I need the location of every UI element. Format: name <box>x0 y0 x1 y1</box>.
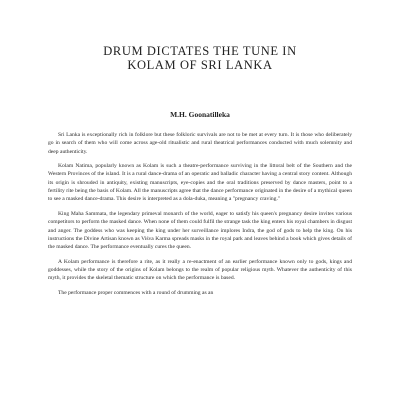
paragraph: King Maha Sammata, the legendary primeval monarch of the world, eager to satisfy his queen's pregnancy desire invites various competitors to perform the masked dance. When none of them could fulfil the strange task the king enters his royal chambers in disgust and anger. The goddess who was keeping the king under her surveillance implores Indra, the god of gods to help the king. On his instructions the Divine Artisan known as Viśva Karma spreads masks in the royal park and leaves behind a book which gives details of the masked dance. The performance eventually cures the queen. <box>48 210 352 251</box>
article-title-line-1: DRUM DICTATES THE TUNE IN <box>103 44 297 58</box>
article-author: M.H. Goonatilleka <box>170 110 230 119</box>
paragraph: Sri Lanka is exceptionally rich in folklore but these folkloric survivals are not to be met at every turn. It is those who deliberately go in search of them who will come across age-old ritualistic and rural theatrical performances conducted with much solemnity and deep authenticity. <box>48 132 352 155</box>
article-body <box>48 131 352 297</box>
paragraph: A Kolam performance is therefore a rite, as it really a re-enactment of an earlier performance known only to gods, kings and goddesses, while the story of the origins of Kolam belongs to the realm of popular religious myth. Whatever the authenticity of this myth, it provides the skeletal thematic structure on which the performance is based. <box>48 258 352 282</box>
article-title-line-2: KOLAM OF SRI LANKA <box>127 58 273 72</box>
paragraph: Kolam Natima, popularly known as Kolam is such a theatre-performance surviving in the littoral belt of the Southern and the Western Provinces of the island. It is a rural dance-drama of an operatic and balladic character having a central story content. Although its origin is shrouded in antiquity, existing manuscripts, eye-copies and the oral traditions preserved by dance masters, point to a fertility rite being the basis of Kolam. All the manuscripts agree that the dance performance originated in the desire of a mythical queen to see a masked dance-drama. This desire is interpreted as a dola-duka, meaning a "pregnancy craving." <box>48 163 352 203</box>
paragraph: The performance proper commences with a round of drumming as an <box>58 289 214 296</box>
